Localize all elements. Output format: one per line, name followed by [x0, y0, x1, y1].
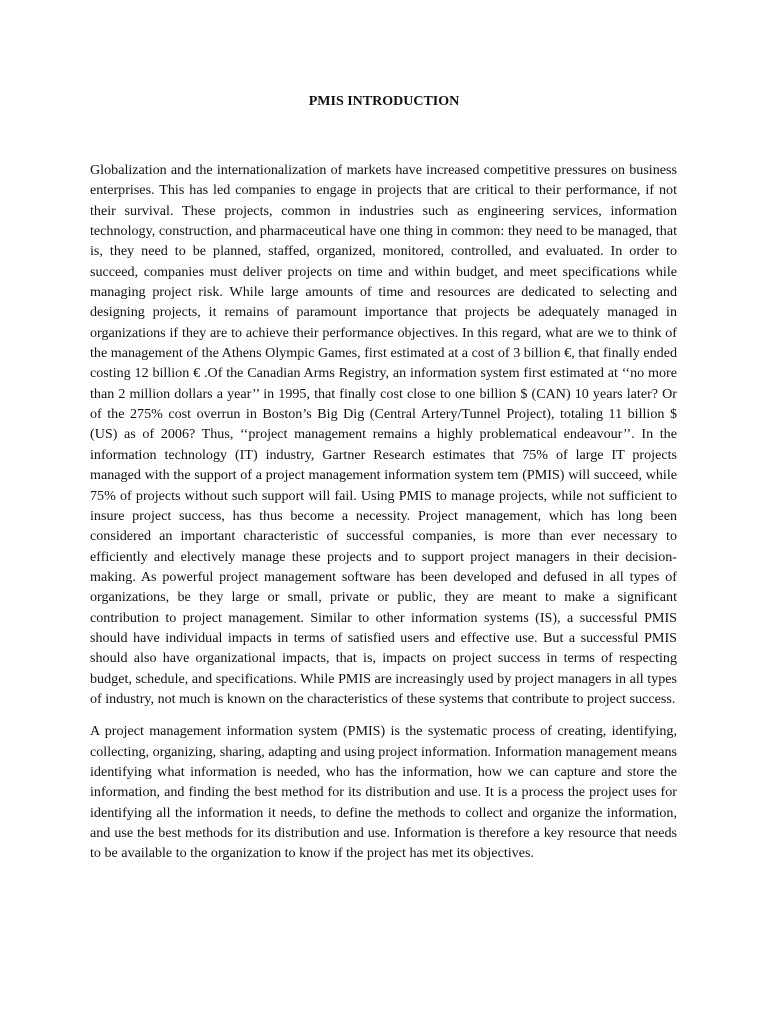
paragraph-2: A project management information system (PMIS) is the systematic process of creating, identifying, collecting, organizing, sharing, adapting and using project information. Information management means identifying what information is needed, who has the information, how we can capture and store the information, and finding the best method for its distribution and use. It is a process the project uses for identifying all the information it needs, to define the methods to collect and organize the information, and use the best methods for its distribution and use. Information is therefore a key resource that needs to be available to the organization to know if the project has met its objectives.	[90, 723, 677, 862]
document-body	[90, 160, 677, 876]
paragraph-1: Globalization and the internationalization of markets have increased competitive pressures on business enterprises. This has led companies to engage in projects that are critical to their performance, if not their survival. These projects, common in industries such as engineering services, information technology, construction, and pharmaceutical have one thing in common: they need to be managed, that is, they need to be planned, staffed, organized, monitored, controlled, and evaluated. In order to succeed, companies must deliver projects on time and within budget, and meet specifications while managing project risk. While large amounts of time and resources are dedicated to selecting and designing projects, it remains of paramount importance that projects be adequately managed in organizations if they are to achieve their performance objectives. In this regard, what are we to think of the management of the Athens Olympic Games, first estimated at a cost of 3 billion €, that finally ended costing 12 billion € .Of the Canadian Arms Registry, an information system first estimated at ‘‘no more than 2 million dollars a year’’ in 1995, that finally cost close to one billion $ (CAN) 10 years later? Or of the 275% cost overrun in Boston’s Big Dig (Central Artery/Tunnel Project), totaling 11 billion $ (US) as of 2006? Thus, ‘‘project management remains a highly problematical endeavour’’. In the information technology (IT) industry, Gartner Research estimates that 75% of large IT projects managed with the support of a project management information system tem (PMIS) will succeed, while 75% of projects without such support will fail. Using PMIS to manage projects, while not sufficient to insure project success, has thus become a necessity. Project management, which has long been considered an important characteristic of successful companies, is more than ever necessary to efficiently and electively manage these projects and to support project managers in their decision-making. As powerful project management software has been developed and defused in all types of organizations, be they large or small, private or public, they are meant to make a significant contribution to project management. Similar to other information systems (IS), a successful PMIS should have individual impacts in terms of satisfied users and effective use. But a successful PMIS should also have organizational impacts, that is, impacts on project success in terms of respecting budget, schedule, and specifications. While PMIS are increasingly used by project managers in all types of industry, not much is known on the characteristics of these systems that contribute to project success.	[90, 162, 677, 707]
document-title: PMIS INTRODUCTION	[308, 94, 460, 109]
